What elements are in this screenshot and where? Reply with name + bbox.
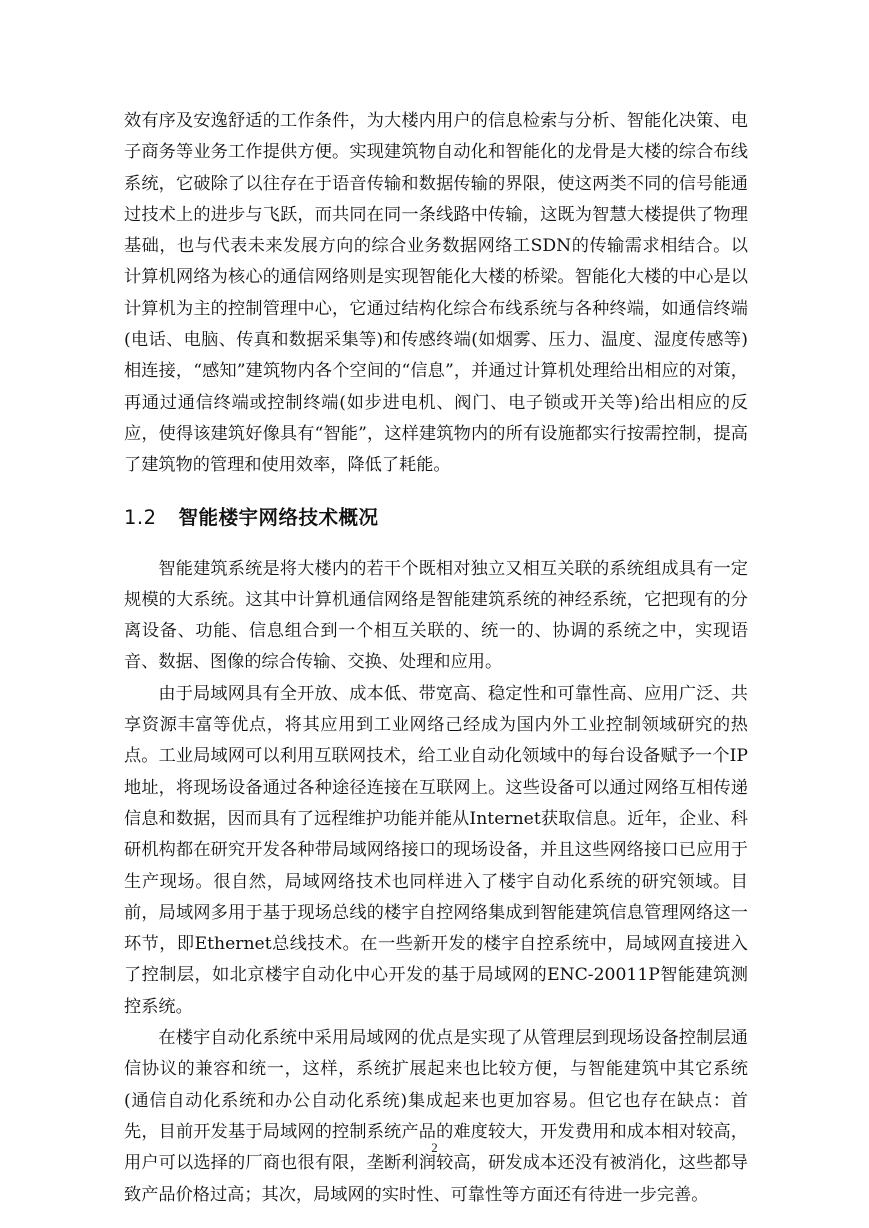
paragraph-intelligent-building-system: 智能建筑系统是将大楼内的若干个既相对独立又相互关联的系统组成具有一定规模的大系统。这其中计算机通信网络是智能建筑系统的神经系统，它把现有的分离设备、功能、信息组合到一个相互关联的、统一的、协调的系统之中，实现语音、数据、图像的综合传输、交换、处理和应用。 [124, 558, 748, 673]
section-heading [124, 503, 748, 533]
section-title: 智能楼宇网络技术概况 [178, 505, 379, 529]
paragraph-lan-advantages: 由于局域网具有全开放、成本低、带宽高、稳定性和可靠性高、应用广泛、共享资源丰富等优点，将其应用到工业网络己经成为国内外工业控制领域研究的热点。工业局域网可以利用互联网技术，给工业自动化领域中的每台设备赋予一个IP地址，将现场设备通过各种途径连接在互联网上。这些设备可以通过网络互相传递信息和数据，因而具有了远程维护功能并能从Internet获取信息。近年，企业、科研机构都在研究开发各种带局域网络接口的现场设备，并且这些网络接口已应用于生产现场。很自然，局域网络技术也同样进入了楼宇自动化系统的研究领域。目前，局域网多用于基于现场总线的楼宇自控网络集成到智能建筑信息管理网络这一环节，即Ethernet总线技术。在一些新开发的楼宇自控系统中，局域网直接进入了控制层，如北京楼宇自动化中心开发的基于局域网的ENC-20011P智能建筑测控系统。 [124, 683, 748, 1017]
page-body [124, 106, 748, 1211]
paragraph-continued: 效有序及安逸舒适的工作条件，为大楼内用户的信息检索与分析、智能化决策、电子商务等业务工作提供方便。实现建筑物自动化和智能化的龙骨是大楼的综合布线系统，它破除了以往存在于语音传输和数据传输的界限，使这两类不同的信号能通过技术上的进步与飞跃，而共同在同一条线路中传输，这既为智慧大楼提供了物理基础，也与代表未来发展方向的综合业务数据网络工SDN的传输需求相结合。以计算机网络为核心的通信网络则是实现智能化大楼的桥梁。智能化大楼的中心是以计算机为主的控制管理中心，它通过结构化综合布线系统与各种终端，如通信终端(电话、电脑、传真和数据采集等)和传感终端(如烟雾、压力、温度、湿度传感等)相连接，“感知”建筑物内各个空间的“信息”，并通过计算机处理给出相应的对策，再通过通信终端或控制终端(如步进电机、阀门、电子锁或开关等)给出相应的反应，使得该建筑好像具有“智能”，这样建筑物内的所有设施都实行按需控制，提高了建筑物的管理和使用效率，降低了耗能。 [124, 111, 748, 476]
page-number: 2 [431, 1140, 438, 1155]
section-number: 1.2 [124, 505, 157, 529]
paragraph-lan-pros-cons: 在楼宇自动化系统中采用局域网的优点是实现了从管理层到现场设备控制层通信协议的兼容和统一，这样，系统扩展起来也比较方便，与智能建筑中其它系统(通信自动化系统和办公自动化系统)集成起来也更加容易。但它也存在缺点：首先，目前开发基于局域网的控制系统产品的难度较大，开发费用和成本相对较高，用户可以选择的厂商也很有限，垄断利润较高，研发成本还没有被消化，这些都导致产品价格过高；其次，局域网的实时性、可靠性等方面还有待进一步完善。 [124, 1028, 748, 1205]
